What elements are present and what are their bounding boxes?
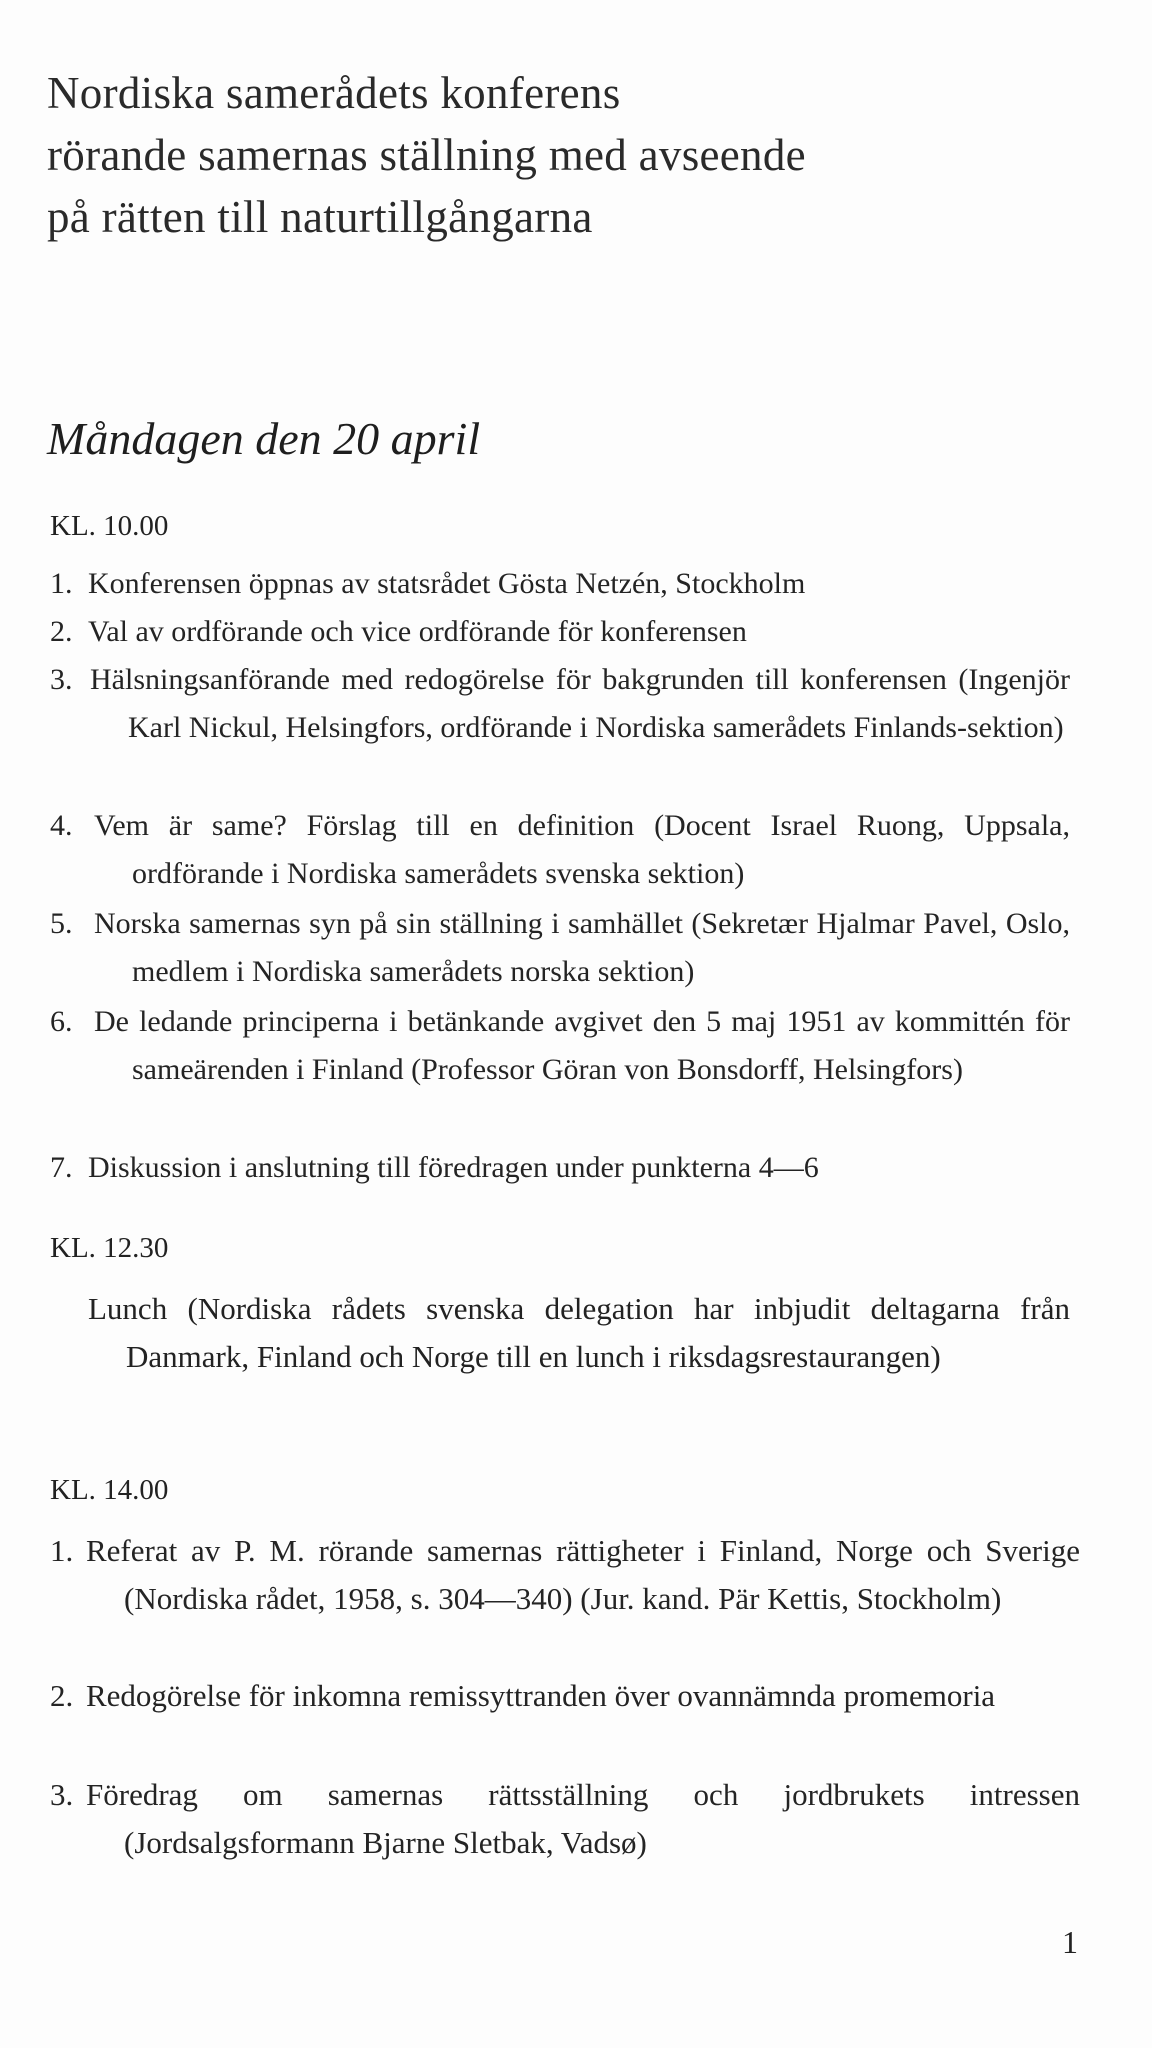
agenda-item <box>50 900 1070 996</box>
agenda-item-number: 5. <box>50 907 73 940</box>
agenda-item <box>50 1672 1080 1720</box>
agenda-item-text: Diskussion i anslutning till föredragen under punkterna 4—6 <box>88 1151 819 1184</box>
agenda-item <box>50 1771 1080 1867</box>
agenda-item <box>50 1144 1085 1192</box>
agenda-item-text: Val av ordförande och vice ordförande för konferensen <box>88 615 747 648</box>
agenda-item-number: 3. <box>50 663 73 696</box>
agenda-item-number: 1. <box>50 1533 74 1568</box>
agenda-item <box>50 1527 1080 1623</box>
session-time: KL. 14.00 <box>50 1474 169 1506</box>
agenda-item-text: Hälsningsanförande med redogörelse för bakgrunden till konferensen (Ingenjör Karl Nickul, Helsingfors, ordförande i Nordiska samerådets Finlands-sektion) <box>90 663 1070 744</box>
agenda-item-text: Redogörelse för inkomna remissyttranden över ovannämnda promemoria <box>86 1678 996 1713</box>
agenda-item-number: 2. <box>50 1678 74 1713</box>
agenda-item <box>50 656 1070 752</box>
session-time: KL. 10.00 <box>50 510 169 542</box>
agenda-item-text: Konferensen öppnas av statsrådet Gösta Netzén, Stockholm <box>88 567 806 600</box>
session-time: KL. 12.30 <box>50 1232 169 1264</box>
agenda-item-text: Referat av P. M. rörande samernas rättigheter i Finland, Norge och Sverige (Nordiska rådet, 1958, s. 304—340) (Jur. kand. Pär Kettis, Stockholm) <box>86 1533 1080 1616</box>
title-line: på rätten till naturtillgångarna <box>47 192 593 242</box>
agenda-item <box>50 560 1085 608</box>
title-line: Nordiska samerådets konferens <box>47 68 621 118</box>
page-number: 1 <box>1062 1924 1078 1960</box>
agenda-item-number: 2. <box>50 615 73 648</box>
document-title <box>47 62 1097 248</box>
agenda-item-number: 6. <box>50 1005 73 1038</box>
agenda-item-number: 4. <box>50 809 73 842</box>
lunch-text: Lunch (Nordiska rådets svenska delegation har inbjudit deltagarna från Danmark, Finland och Norge till en lunch i riksdagsrestaurangen) <box>88 1291 1070 1374</box>
agenda-item-text: Norska samernas syn på sin ställning i samhället (Sekretær Hjalmar Pavel, Oslo, medlem i Nordiska samerådets norska sektion) <box>94 907 1070 988</box>
agenda-item-text: Föredrag om samernas rättsställning och jordbrukets intressen (Jordsalgsformann Bjarne Sletbak, Vadsø) <box>86 1777 1080 1860</box>
agenda-item-text: Vem är same? Förslag till en definition (Docent Israel Ruong, Uppsala, ordförande i Nordiska samerådets svenska sektion) <box>94 809 1070 890</box>
agenda-item-number: 3. <box>50 1777 74 1812</box>
agenda-item-number: 1. <box>50 567 73 600</box>
agenda-item <box>50 608 1085 656</box>
title-line: rörande samernas ställning med avseende <box>47 130 806 180</box>
agenda-item <box>50 998 1070 1094</box>
agenda-item-number: 7. <box>50 1151 73 1184</box>
agenda-item <box>50 802 1070 898</box>
agenda-item-text: De ledande principerna i betänkande avgivet den 5 maj 1951 av kommittén för sameärenden i Finland (Professor Göran von Bonsdorff, Helsingfors) <box>94 1005 1070 1086</box>
day-heading: Måndagen den 20 april <box>47 413 481 464</box>
